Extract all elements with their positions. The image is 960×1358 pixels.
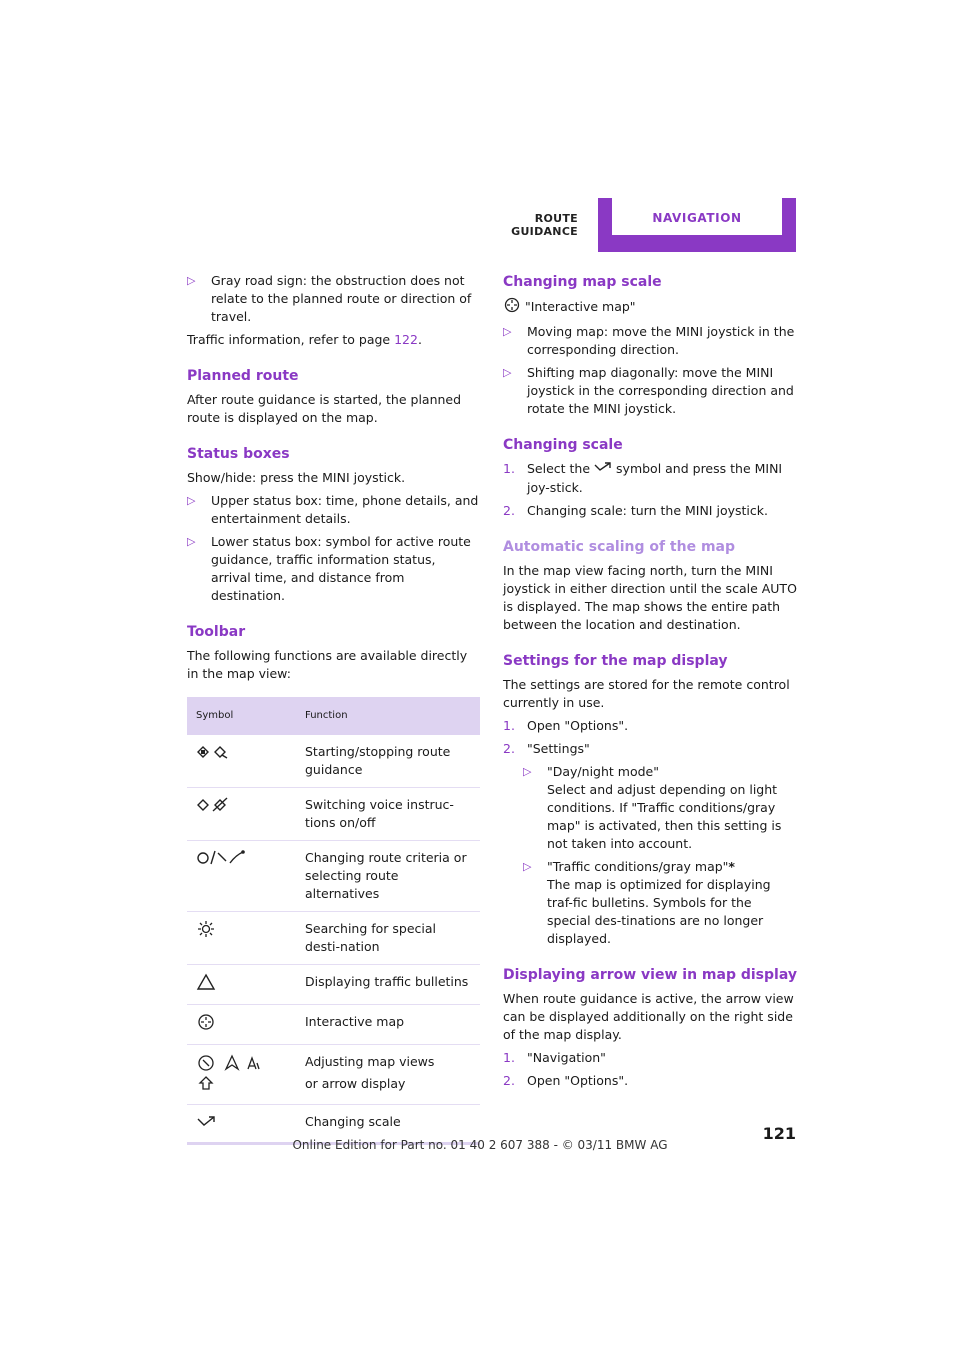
status-box-bullet-upper: ▷ Upper status box: time, phone details, and entertainment details. [187, 492, 479, 528]
arrow-view-step-2: 2. Open "Options". [503, 1073, 629, 1088]
settings-step-1: 1. Open "Options". [503, 718, 629, 733]
running-header-section: ROUTE GUIDANCE [511, 212, 578, 238]
table-cell-function: Searching for special desti-nation [296, 912, 480, 965]
table-cell-function [296, 1045, 480, 1105]
table-row [187, 912, 480, 965]
traffic-conditions-bullet: ▷ "Traffic conditions/gray map"* The map is optimized for displaying traf-fic bulletins. Symbols for the special des-tinations are no longer displayed. [523, 858, 797, 948]
day-night-mode-bullet: ▷ "Day/night mode" Select and adjust depending on light conditions. If "Traffic conditions/gray map" is activated, then this setting is not taken into account. [523, 763, 797, 853]
route-criteria-icon [196, 849, 246, 870]
map-views-icon [196, 1053, 260, 1096]
navigation-tab-label: NAVIGATION [652, 211, 742, 225]
scale-icon [196, 1113, 216, 1134]
status-boxes-text: Show/hide: press the MINI joystick. [187, 470, 406, 485]
arrow-view-step-1: 1. "Navigation" [503, 1050, 606, 1065]
toolbar-heading: Toolbar [187, 624, 246, 640]
right-column [503, 273, 797, 1095]
interactive-map-icon [503, 297, 521, 318]
table-row [187, 1005, 480, 1045]
planned-route-heading: Planned route [187, 368, 299, 384]
left-column [187, 272, 479, 1145]
table-header-function: Function [296, 697, 480, 735]
table-header-symbol: Symbol [187, 697, 296, 735]
table-cell-function: Interactive map [296, 1005, 480, 1045]
table-row [187, 965, 480, 1005]
traffic-bulletin-icon [196, 973, 216, 996]
auto-scaling-heading: Automatic scaling of the map [503, 539, 736, 555]
settings-heading: Settings for the map display [503, 653, 728, 669]
voice-instructions-icon [196, 796, 230, 817]
arrow-display-label: or arrow display [305, 1076, 406, 1091]
table-row [187, 735, 480, 788]
toolbar-text: The following functions are available directly in the map view: [187, 648, 468, 681]
changing-scale-step-2: 2. Changing scale: turn the MINI joystick. [503, 503, 768, 518]
status-box-bullet-lower: ▷ Lower status box: symbol for active route guidance, traffic information status, arrival time, and distance from destination. [187, 533, 479, 605]
interactive-map-line: "Interactive map" [503, 297, 797, 318]
planned-route-text: After route guidance is started, the planned route is displayed on the map. [187, 392, 462, 425]
page-link-122[interactable]: 122 [394, 332, 418, 347]
status-boxes-heading: Status boxes [187, 446, 290, 462]
table-cell-function: Changing scale [305, 1114, 401, 1129]
table-cell-function: Displaying traffic bulletins [296, 965, 480, 1005]
table-cell-function: Starting/stopping route guidance [296, 735, 480, 788]
route-guidance-icon [196, 743, 230, 764]
moving-map-bullet: ▷ Moving map: move the MINI joystick in the corresponding direction. [503, 323, 797, 359]
table-cell-function: Switching voice instruc-tions on/off [296, 788, 480, 841]
settings-text: The settings are stored for the remote control currently in use. [503, 677, 790, 710]
auto-scaling-text: In the map view facing north, turn the MINI joystick in either direction until the scale AUTO is displayed. The map shows the entire path between the location and destination. [503, 563, 797, 632]
navigation-tab [598, 198, 796, 252]
table-cell-function: Changing route criteria or selecting route alternatives [296, 841, 480, 912]
changing-map-scale-heading: Changing map scale [503, 274, 662, 290]
table-row [187, 1045, 480, 1105]
traffic-info-reference: Traffic information, refer to page 122. [187, 332, 422, 347]
map-views-label: Adjusting map views [305, 1054, 435, 1069]
table-row [187, 841, 480, 912]
changing-scale-heading: Changing scale [503, 437, 623, 453]
arrow-view-heading: Displaying arrow view in map display [503, 967, 797, 983]
table-row [187, 788, 480, 841]
special-destination-icon [196, 920, 216, 943]
shifting-map-bullet: ▷ Shifting map diagonally: move the MINI joystick in the corresponding direction and rotate the MINI joystick. [503, 364, 797, 418]
gray-sign-bullet: ▷ Gray road sign: the obstruction does not relate to the planned route or direction of travel. [187, 272, 479, 326]
toolbar-table [187, 697, 480, 1145]
scale-icon [594, 460, 612, 479]
page-number: 121 [762, 1124, 796, 1143]
interactive-map-icon [196, 1013, 216, 1036]
settings-step-2: 2. "Settings" [503, 741, 590, 756]
arrow-view-text: When route guidance is active, the arrow view can be displayed additionally on the right side of the map display. [503, 991, 794, 1042]
edition-note: Online Edition for Part no. 01 40 2 607 388 - © 03/11 BMW AG [292, 1138, 668, 1152]
changing-scale-step-1: 1. Select the symbol and press the MINI joy-stick. [503, 461, 783, 495]
